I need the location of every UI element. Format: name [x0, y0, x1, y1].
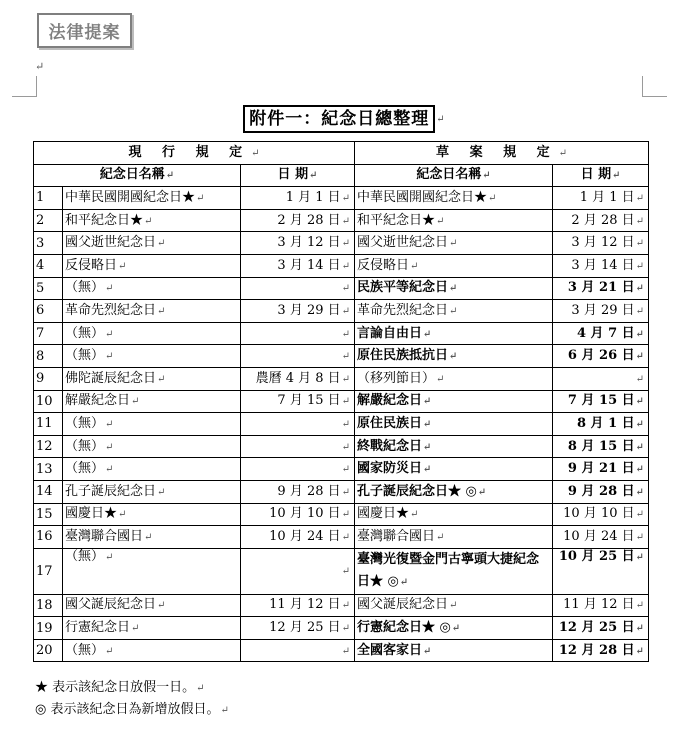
paragraph-mark: ↵: [35, 60, 45, 73]
current-name-header: 紀念日名稱↵: [34, 164, 241, 187]
row-number: 18: [34, 594, 63, 617]
title-container: [0, 105, 688, 133]
draft-date-header: 日 期↵: [553, 164, 649, 187]
table-row: [34, 639, 649, 662]
current-name-cell: 佛陀誕辰紀念日↵: [63, 367, 241, 390]
draft-date-cell: 9 月 21 日↵: [553, 458, 649, 481]
draft-name-cell: 國父誕辰紀念日↵: [355, 594, 553, 617]
current-name-cell: 解嚴紀念日↵: [63, 390, 241, 413]
row-number: 19: [34, 617, 63, 640]
draft-name-cell: 解嚴紀念日↵: [355, 390, 553, 413]
table-row: [34, 617, 649, 640]
current-date-cell: 3 月 14 日↵: [241, 254, 355, 277]
row-number: 15: [34, 503, 63, 526]
draft-rules-header: 草 案 規 定↵: [355, 142, 649, 165]
table-row: [34, 548, 649, 594]
draft-date-cell: 4 月 7 日↵: [553, 322, 649, 345]
row-number: 4: [34, 254, 63, 277]
row-number: 10: [34, 390, 63, 413]
current-date-cell: 9 月 28 日↵: [241, 480, 355, 503]
row-number: 7: [34, 322, 63, 345]
crop-mark-left-h: [12, 96, 37, 97]
draft-date-cell: 3 月 14 日↵: [553, 254, 649, 277]
current-name-cell: 國父逝世紀念日↵: [63, 232, 241, 255]
table-row: [34, 209, 649, 232]
draft-date-cell: 3 月 12 日↵: [553, 232, 649, 255]
table-row: [34, 300, 649, 323]
paragraph-mark: ↵: [436, 113, 445, 125]
legend-star: ★ 表示該紀念日放假一日。↵: [35, 680, 205, 695]
current-name-cell: 臺灣聯合國日↵: [63, 526, 241, 549]
draft-date-cell: 10 月 25 日↵: [553, 548, 649, 594]
draft-name-cell: 言論自由日↵: [355, 322, 553, 345]
draft-date-cell: 7 月 15 日↵: [553, 390, 649, 413]
table-header-row: [34, 164, 649, 187]
current-date-cell: ↵: [241, 413, 355, 436]
current-date-cell: 2 月 28 日↵: [241, 209, 355, 232]
row-number: 1: [34, 187, 63, 210]
draft-date-cell: 12 月 28 日↵: [553, 639, 649, 662]
current-date-header: 日 期↵: [241, 164, 355, 187]
draft-name-cell: 臺灣光復暨金門古寧頭大捷紀念日★ ◎↵: [355, 548, 553, 594]
table-header-group-row: [34, 142, 649, 165]
row-number: 16: [34, 526, 63, 549]
row-number: 14: [34, 480, 63, 503]
current-date-cell: ↵: [241, 322, 355, 345]
current-date-cell: ↵: [241, 548, 355, 594]
draft-name-cell: 中華民國開國紀念日★↵: [355, 187, 553, 210]
draft-date-cell: 6 月 26 日↵: [553, 345, 649, 368]
draft-name-cell: 終戰紀念日↵: [355, 435, 553, 458]
row-number: 9: [34, 367, 63, 390]
draft-name-cell: 和平紀念日★↵: [355, 209, 553, 232]
row-number: 11: [34, 413, 63, 436]
row-number: 2: [34, 209, 63, 232]
table-row: [34, 345, 649, 368]
legend-circle: ◎ 表示該紀念日為新增放假日。↵: [35, 702, 229, 717]
current-name-cell: 革命先烈紀念日↵: [63, 300, 241, 323]
current-date-cell: ↵: [241, 345, 355, 368]
row-number: 12: [34, 435, 63, 458]
draft-date-cell: 10 月 10 日↵: [553, 503, 649, 526]
current-name-cell: （無）↵: [63, 548, 241, 594]
draft-name-cell: 原住民族日↵: [355, 413, 553, 436]
table-row: [34, 254, 649, 277]
row-number: 5: [34, 277, 63, 300]
current-date-cell: 農曆 4 月 8 日↵: [241, 367, 355, 390]
draft-date-cell: 9 月 28 日↵: [553, 480, 649, 503]
current-name-cell: （無）↵: [63, 639, 241, 662]
current-name-cell: 孔子誕辰紀念日↵: [63, 480, 241, 503]
crop-mark-left-v: [36, 76, 37, 96]
current-name-cell: 和平紀念日★↵: [63, 209, 241, 232]
table-row: [34, 187, 649, 210]
document-title: 附件一：紀念日總整理: [243, 105, 435, 133]
current-name-cell: （無）↵: [63, 435, 241, 458]
current-date-cell: 11 月 12 日↵: [241, 594, 355, 617]
draft-name-cell: 國家防災日↵: [355, 458, 553, 481]
current-name-cell: （無）↵: [63, 322, 241, 345]
current-date-cell: 7 月 15 日↵: [241, 390, 355, 413]
current-name-cell: 中華民國開國紀念日★↵: [63, 187, 241, 210]
table-row: [34, 390, 649, 413]
draft-date-cell: 11 月 12 日↵: [553, 594, 649, 617]
draft-name-cell: 臺灣聯合國日↵: [355, 526, 553, 549]
table-row: [34, 503, 649, 526]
current-name-cell: （無）↵: [63, 345, 241, 368]
current-name-cell: 反侵略日↵: [63, 254, 241, 277]
current-date-cell: ↵: [241, 639, 355, 662]
current-name-cell: （無）↵: [63, 277, 241, 300]
table-row: [34, 367, 649, 390]
current-name-cell: 國慶日★↵: [63, 503, 241, 526]
draft-name-cell: 原住民族抵抗日↵: [355, 345, 553, 368]
draft-date-cell: 3 月 29 日↵: [553, 300, 649, 323]
current-date-cell: 12 月 25 日↵: [241, 617, 355, 640]
draft-name-cell: 行憲紀念日★ ◎↵: [355, 617, 553, 640]
row-number: 3: [34, 232, 63, 255]
draft-name-cell: 國父逝世紀念日↵: [355, 232, 553, 255]
current-date-cell: ↵: [241, 458, 355, 481]
draft-date-cell: 12 月 25 日↵: [553, 617, 649, 640]
table-row: [34, 526, 649, 549]
table-row: [34, 458, 649, 481]
draft-name-cell: 孔子誕辰紀念日★ ◎↵: [355, 480, 553, 503]
draft-name-cell: 革命先烈紀念日↵: [355, 300, 553, 323]
draft-name-cell: 國慶日★↵: [355, 503, 553, 526]
row-number: 20: [34, 639, 63, 662]
memorial-days-table: [33, 141, 649, 662]
row-number: 8: [34, 345, 63, 368]
current-date-cell: 10 月 24 日↵: [241, 526, 355, 549]
row-number: 6: [34, 300, 63, 323]
table-row: [34, 435, 649, 458]
current-name-cell: 國父誕辰紀念日↵: [63, 594, 241, 617]
draft-date-cell: 2 月 28 日↵: [553, 209, 649, 232]
current-rules-header: 現 行 規 定↵: [34, 142, 355, 165]
table-row: [34, 232, 649, 255]
table-row: [34, 480, 649, 503]
current-date-cell: 1 月 1 日↵: [241, 187, 355, 210]
draft-name-cell: 全國客家日↵: [355, 639, 553, 662]
draft-date-cell: ↵: [553, 367, 649, 390]
current-name-cell: （無）↵: [63, 413, 241, 436]
current-date-cell: 3 月 12 日↵: [241, 232, 355, 255]
draft-name-cell: 民族平等紀念日↵: [355, 277, 553, 300]
current-date-cell: 3 月 29 日↵: [241, 300, 355, 323]
current-date-cell: ↵: [241, 435, 355, 458]
draft-name-cell: 反侵略日↵: [355, 254, 553, 277]
draft-name-header: 紀念日名稱↵: [355, 164, 553, 187]
draft-date-cell: 10 月 24 日↵: [553, 526, 649, 549]
table-row: [34, 322, 649, 345]
row-number: 17: [34, 548, 63, 594]
row-number: 13: [34, 458, 63, 481]
table-row: [34, 594, 649, 617]
draft-date-cell: 8 月 1 日↵: [553, 413, 649, 436]
current-date-cell: ↵: [241, 277, 355, 300]
current-date-cell: 10 月 10 日↵: [241, 503, 355, 526]
draft-date-cell: 1 月 1 日↵: [553, 187, 649, 210]
crop-mark-right-h: [642, 96, 667, 97]
table-row: [34, 277, 649, 300]
current-name-cell: （無）↵: [63, 458, 241, 481]
draft-date-cell: 3 月 21 日↵: [553, 277, 649, 300]
draft-date-cell: 8 月 15 日↵: [553, 435, 649, 458]
draft-name-cell: （移列節日）↵: [355, 367, 553, 390]
table-row: [34, 413, 649, 436]
current-name-cell: 行憲紀念日↵: [63, 617, 241, 640]
category-stamp: 法律提案: [37, 13, 132, 48]
crop-mark-right-v: [642, 76, 643, 96]
